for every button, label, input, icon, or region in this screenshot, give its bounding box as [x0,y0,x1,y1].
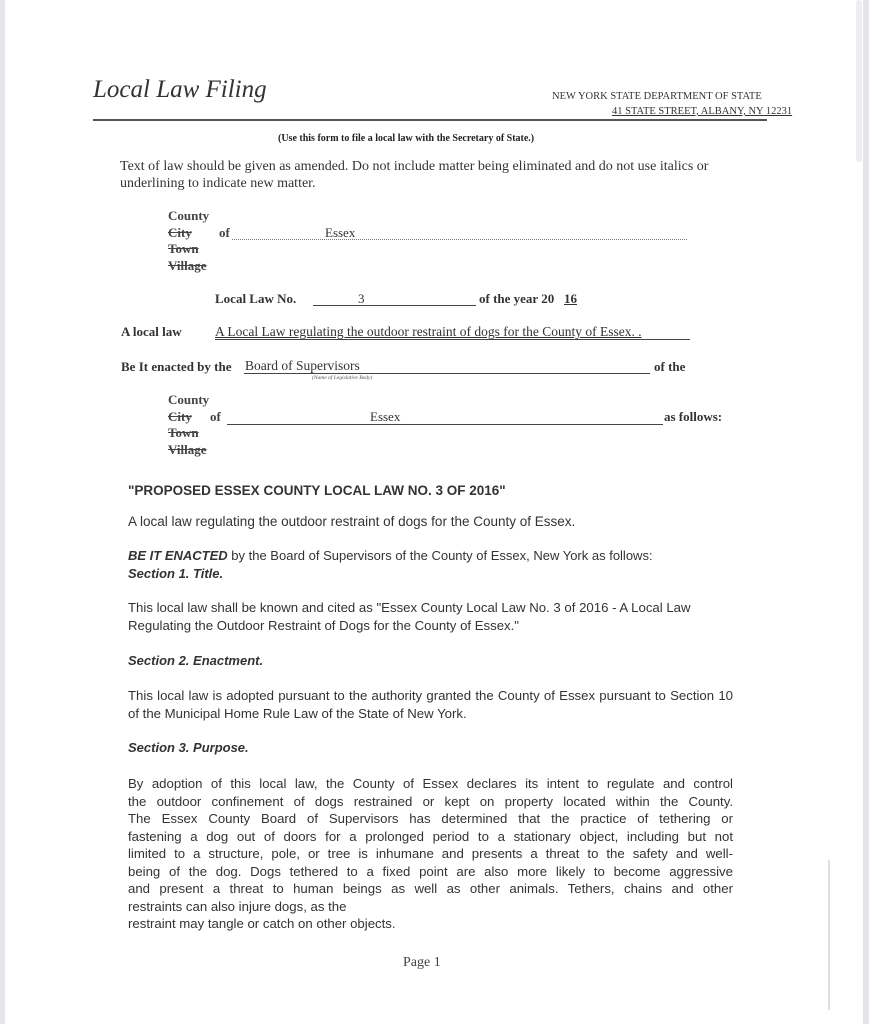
section-3-line: By adoption of this local law, the County of Essex declares its intent to regulate and control [128,776,733,791]
section-3-line: being of the dog. Dogs tethered to a fixed point are also more likely to become aggressive [128,863,733,879]
of-label: of [219,225,230,240]
municipality-type-city: City [168,408,192,424]
of-the-label: of the [654,359,686,374]
municipality-name-field: Essex [325,225,356,240]
legislative-body-field: Board of Supervisors [245,358,360,373]
municipality-type-town: Town [168,425,199,440]
local-law-title-field: A Local Law regulating the outdoor restraint of dogs for the County of Essex. . [215,324,642,339]
viewer-right-edge [863,0,869,1024]
scan-artifact-line [828,860,830,1010]
section-3-line: limited to a structure, pole, or tree is inhumane and presents a threat to the safety and well- [128,846,733,861]
department-name: NEW YORK STATE DEPARTMENT OF STATE [552,91,762,102]
section-2-heading: Section 2. Enactment. [128,653,264,668]
section-3-line: restraints can also injure dogs, as the [128,898,347,914]
scrollbar-thumb[interactable] [856,0,862,162]
section-2-text: This local law is adopted pursuant to the authority granted the County of Essex pursuant to Section 10 of the Municipal Home Rule Law of the State of New York. [128,688,733,721]
municipality-type-list-2 [168,392,209,458]
section-3-line: fastening a dog out of doors for a prolonged period to a stationary object, including but not [128,828,733,844]
department-address: 41 STATE STREET, ALBANY, NY 12231 [612,106,793,117]
section-1-heading: Section 1. Title. [128,566,224,581]
law-summary: A local law regulating the outdoor restraint of dogs for the County of Essex. [128,514,576,529]
enacted-by-label: Be It enacted by the [121,359,232,374]
as-follows-label: as follows: [664,409,723,424]
enactment-rest: by the Board of Supervisors of the County of Essex, New York as follows: [227,548,653,563]
municipality-type-county: County [168,208,210,223]
local-law-title-line [215,339,690,340]
viewer-left-edge [0,0,5,1024]
year-label: of the year 20 [479,291,555,306]
municipality-type-village: Village [168,257,207,273]
proposed-law-title: "PROPOSED ESSEX COUNTY LOCAL LAW NO. 3 OF 2016" [128,483,506,498]
legislative-body-caption: (Name of Legislative Body) [312,375,373,381]
enactment-clause [128,548,653,563]
local-law-no-line [313,305,476,306]
use-form-note: (Use this form to file a local law with the Secretary of State.) [278,133,535,144]
of-label-2: of [210,409,221,424]
section-3-text [128,775,733,933]
municipality-type-city: City [168,224,192,240]
section-1-text: This local law shall be known and cited as "Essex County Local Law No. 3 of 2016 - A Local Law Regulating the Outdoor Restraint of Dogs for the County of Essex." [128,600,691,633]
local-law-no-label: Local Law No. [215,291,297,306]
municipality-type-county: County [168,392,210,407]
municipality-type-list [168,208,209,274]
municipality-name-field-line [232,239,687,240]
section-3-line: and present a threat to human beings as well as other animals. Tethers, chains and other [128,881,733,896]
municipality-name-line-2 [227,424,663,425]
municipality-type-village: Village [168,441,207,457]
section-3-line: restraint may tangle or catch on other objects. [128,916,396,931]
local-law-label: A local law [121,324,182,339]
header-rule [93,119,767,121]
year-field: 16 [564,291,577,306]
form-instructions: Text of law should be given as amended. Do not include matter being eliminated and do not use italics or underlining to indicate new matter. [120,159,709,191]
section-3-heading: Section 3. Purpose. [128,740,249,755]
enactment-emphasis: BE IT ENACTED [128,548,228,563]
local-law-no-field: 3 [358,291,365,306]
municipality-type-town: Town [168,241,199,256]
municipality-name-field-2: Essex [370,409,401,424]
section-3-line: the outdoor confinement of dogs restrained or kept on property located within the County. [128,793,733,809]
form-title: Local Law Filing [93,76,267,103]
section-3-line: The Essex County Board of Supervisors has determined that the practice of tethering or [128,811,733,826]
page-number: Page 1 [403,955,441,970]
